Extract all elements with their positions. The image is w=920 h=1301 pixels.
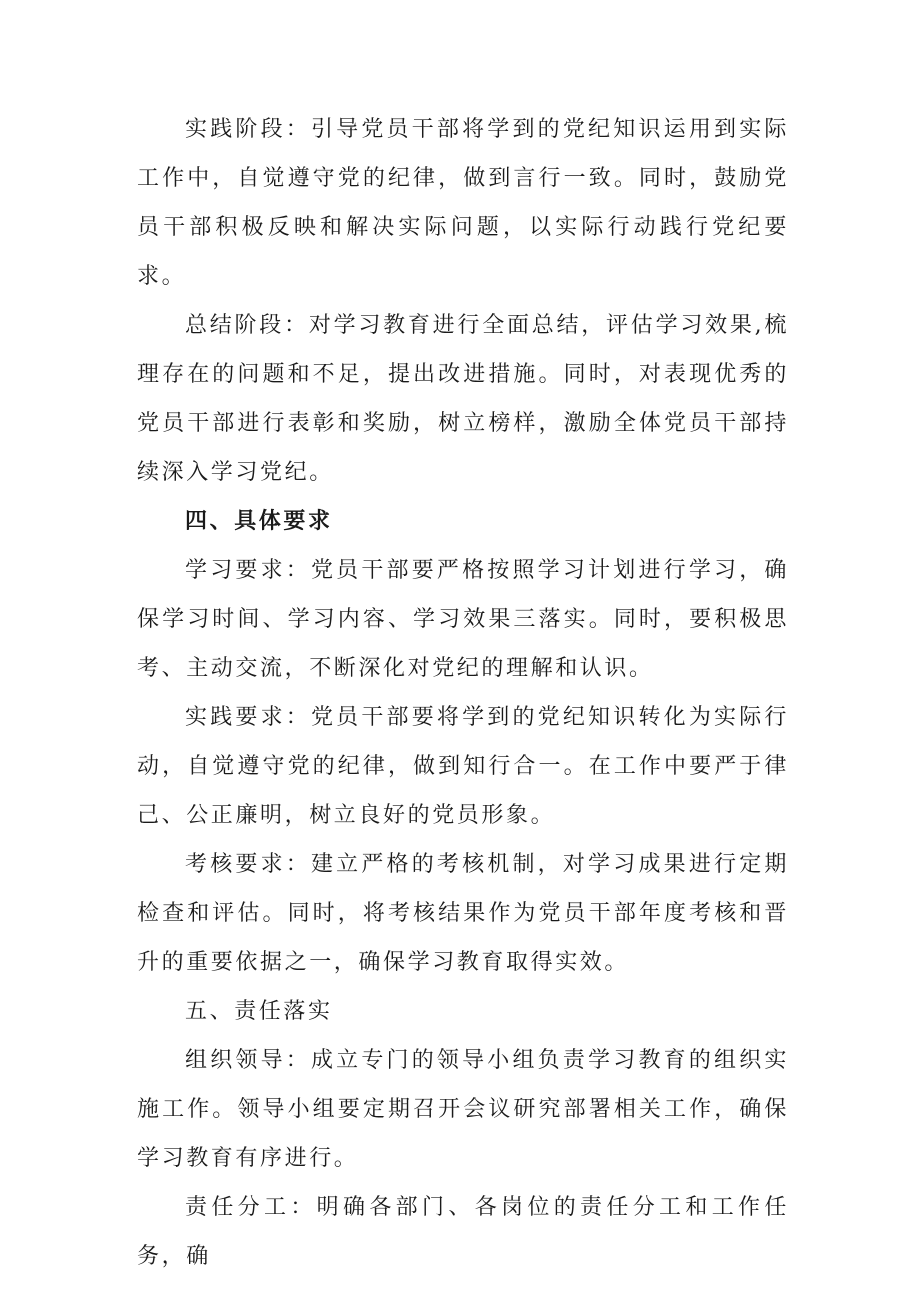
section-heading-responsibility: 五、责任落实 bbox=[185, 999, 333, 1024]
paragraph-summary-stage: 总结阶段：对学习教育进行全面总结，评估学习效果,梳理存在的问题和不足，提出改进措施。同时，对表现优秀的党员干部进行表彰和奖励，树立榜样，激励全体党员干部持续深入学习党纪。 bbox=[137, 313, 789, 485]
paragraph-practice-stage: 实践阶段：引导党员干部将学到的党纪知识运用到实际工作中，自觉遵守党的纪律，做到言行一致。同时，鼓励党员干部积极反映和解决实际问题，以实际行动践行党纪要求。 bbox=[137, 117, 789, 289]
paragraph-responsibility-division: 责任分工：明确各部门、各岗位的责任分工和工作任务，确 bbox=[137, 1195, 789, 1269]
paragraph-organizational-leadership: 组织领导：成立专门的领导小组负责学习教育的组织实施工作。领导小组要定期召开会议研究部署相关工作，确保学习教育有序进行。 bbox=[137, 1048, 789, 1171]
paragraph-practice-requirements: 实践要求：党员干部要将学到的党纪知识转化为实际行动，自觉遵守党的纪律，做到知行合一。在工作中要严于律己、公正廉明，树立良好的党员形象。 bbox=[137, 705, 789, 828]
paragraph-assessment-requirements: 考核要求：建立严格的考核机制，对学习成果进行定期检查和评估。同时，将考核结果作为党员干部年度考核和晋升的重要依据之一，确保学习教育取得实效。 bbox=[137, 852, 789, 975]
paragraph-study-requirements: 学习要求：党员干部要严格按照学习计划进行学习，确保学习时间、学习内容、学习效果三落实。同时，要积极思考、主动交流，不断深化对党纪的理解和认识。 bbox=[137, 558, 789, 681]
document-body bbox=[137, 105, 789, 1281]
section-heading-requirements: 四、具体要求 bbox=[185, 508, 333, 534]
